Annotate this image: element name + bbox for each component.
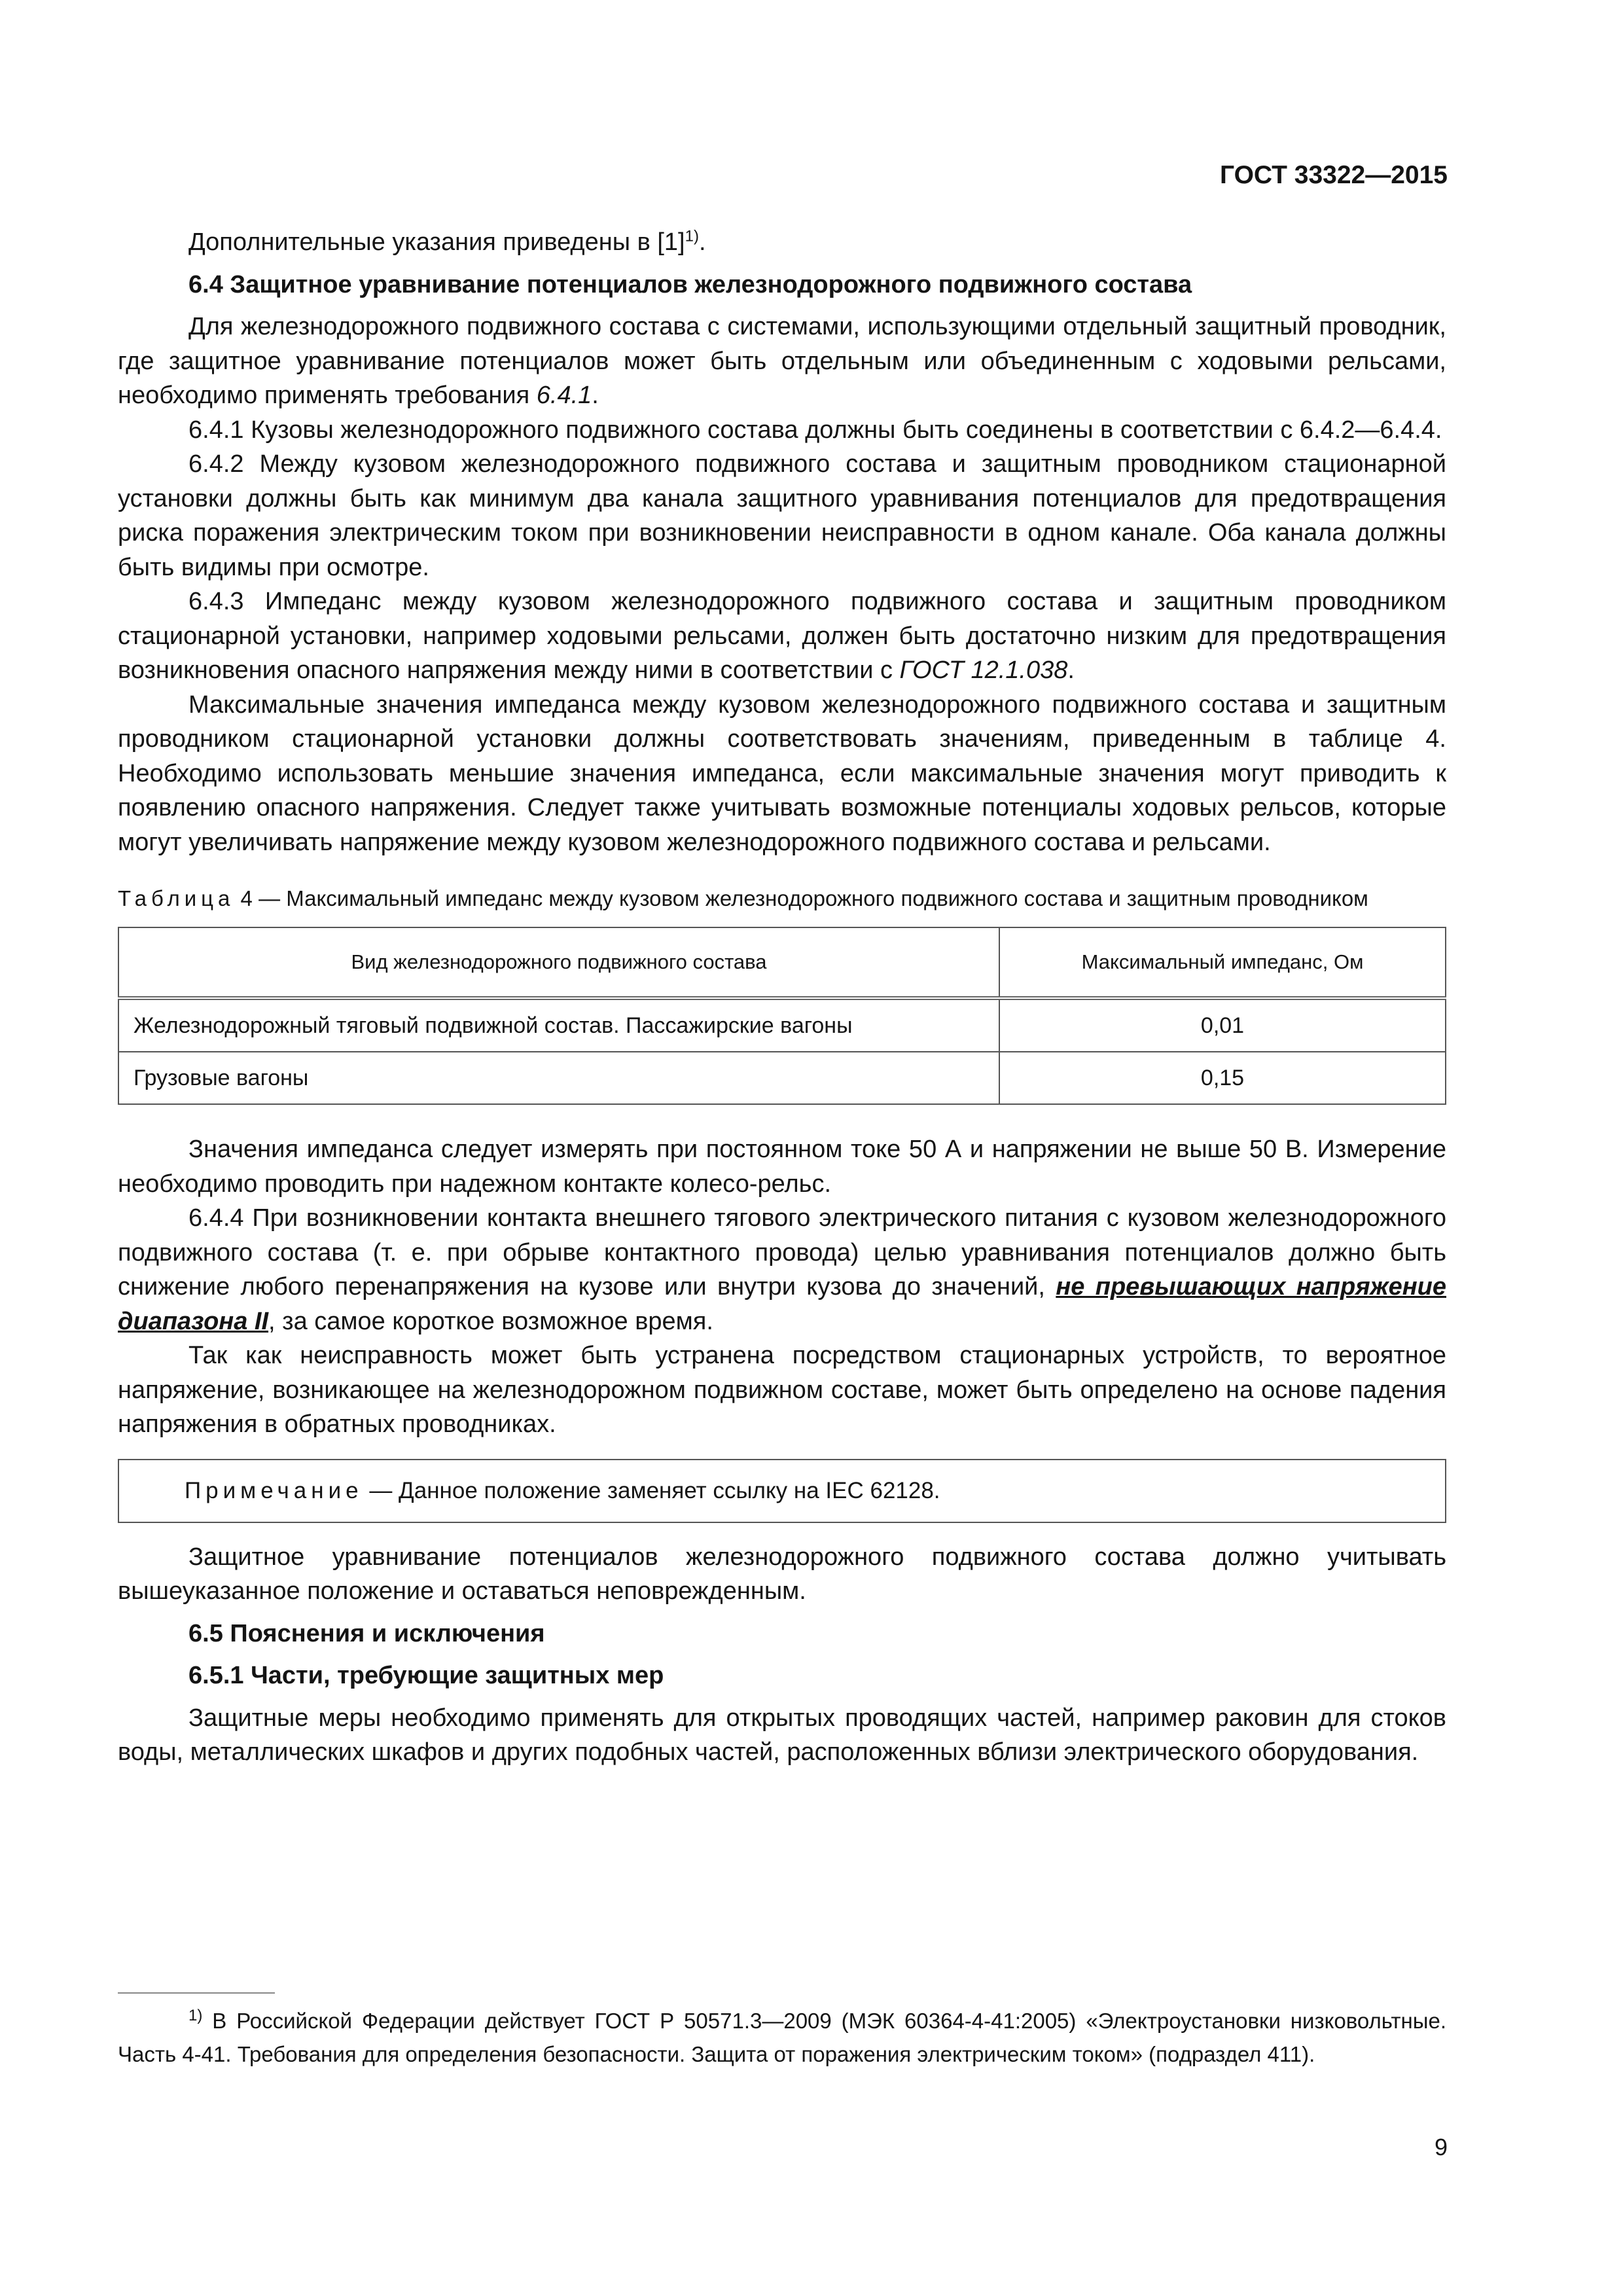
punct: . xyxy=(1067,656,1075,684)
table-cell: Грузовые вагоны xyxy=(118,1052,999,1104)
max-impedance-paragraph: Максимальные значения импеданса между кузовом железнодорожного подвижного состава и защитным проводником стационарной установки должны соответствовать значениям, приведенным в таблице 4. Необходимо использовать меньшие значения импеданса, если максимальные значения могут приводить к появлению опасного напряжения. Следует также учитывать возможные потенциалы ходовых рельсов, которые могут увеличивать напряжение между кузовом железнодорожного подвижного состава и рельсами. xyxy=(118,691,1446,856)
punct: . xyxy=(592,382,599,409)
note-box xyxy=(118,1459,1446,1523)
intro-text: Дополнительные указания приведены в [1] xyxy=(188,228,685,256)
table-4-caption xyxy=(118,886,1446,911)
table-cell: Железнодорожный тяговый подвижной состав. Пассажирские вагоны xyxy=(118,998,999,1052)
body-column xyxy=(118,225,1446,1770)
table-caption-text: 4 — Максимальный импеданс между кузовом железнодорожного подвижного состава и защитным проводником xyxy=(234,886,1368,910)
section-6-5-1-heading: 6.5.1 Части, требующие защитных мер xyxy=(188,1662,664,1689)
impedance-table xyxy=(118,927,1446,1105)
section-6-5-heading: 6.5 Пояснения и исключения xyxy=(188,1619,545,1647)
section-6-4-paragraph xyxy=(118,310,1446,413)
footnote xyxy=(118,2004,1446,2071)
table-header-cell: Максимальный импеданс, Ом xyxy=(999,927,1446,998)
table-header-cell: Вид железнодорожного подвижного состава xyxy=(118,927,999,998)
intro-end: . xyxy=(698,228,706,256)
document-header: ГОСТ 33322—2015 xyxy=(1220,161,1448,189)
clause-6-4-4-text: 6.4.4 При возникновении контакта внешнего тягового электрического питания с кузовом железнодорожного подвижного состава (т. е. при обрыве контактного провода) целью уравнивания потенциалов должно быть снижение любого перенапряжения на кузове или внутри кузова до значений, xyxy=(118,1204,1446,1300)
section-6-4-text: Для железнодорожного подвижного состава с системами, использующими отдельный защитный проводник, где защитное уравнивание потенциалов может быть отдельным или объединенным с ходовыми рельсами, необходимо применять требования xyxy=(118,313,1446,409)
intro-paragraph xyxy=(118,225,1446,260)
clause-6-4-2: 6.4.2 Между кузовом железнодорожного подвижного состава и защитным проводником стационарной установки должны быть как минимум два канала защитного уравнивания потенциалов для предотвращения риска поражения электрическим током при возникновении неисправности в одном канале. Оба канала должны быть видимы при осмотре. xyxy=(118,450,1446,581)
section-6-4-heading: 6.4 Защитное уравнивание потенциалов железнодорожного подвижного состава xyxy=(188,270,1192,298)
emphasized-text: не превышающих напряжение диапазона II xyxy=(118,1273,1446,1335)
table-cell: 0,15 xyxy=(999,1052,1446,1104)
clause-6-4-4 xyxy=(118,1201,1446,1338)
clause-6-4-3-text: 6.4.3 Импеданс между кузовом железнодорожного подвижного состава и защитным проводником стационарной установки, например ходовыми рельсами, должен быть достаточно низким для предотвращения возникновения опасного напряжения между ними в соответствии с xyxy=(118,588,1446,684)
gost-reference: ГОСТ 12.1.038 xyxy=(899,656,1068,684)
fault-paragraph: Так как неисправность может быть устранена посредством стационарных устройств, то вероятное напряжение, возникающее на железнодорожном подвижном составе, может быть определено на основе падения напряжения в обратных проводниках. xyxy=(118,1342,1446,1438)
table-header-row xyxy=(118,927,1446,998)
equalization-paragraph: Защитное уравнивание потенциалов железнодорожного подвижного состава должно учитывать вышеуказанное положение и оставаться неповрежденным. xyxy=(118,1543,1446,1605)
cross-ref-6-4-1: 6.4.1 xyxy=(536,382,592,409)
note-label: Примечание xyxy=(185,1477,363,1503)
footnote-text: В Российской Федерации действует ГОСТ Р 50571.3—2009 (МЭК 60364-4-41:2005) «Электроустановки низковольтные. Часть 4-41. Требования для определения безопасности. Защита от поражения электрическим током» (подраздел 411). xyxy=(118,2009,1446,2066)
table-row xyxy=(118,998,1446,1052)
clause-6-4-4-end: , за самое короткое возможное время. xyxy=(268,1307,713,1335)
note-text: — Данное положение заменяет ссылку на IEC 62128. xyxy=(363,1477,940,1503)
section-6-5-1-paragraph: Защитные меры необходимо применять для открытых проводящих частей, например раковин для стоков воды, металлических шкафов и других подобных частей, расположенных вблизи электрического оборудования. xyxy=(118,1704,1446,1766)
table-caption-label: Таблица xyxy=(118,886,235,910)
table-cell: 0,01 xyxy=(999,998,1446,1052)
clause-6-4-1: 6.4.1 Кузовы железнодорожного подвижного состава должны быть соединены в соответствии с 6.4.2—6.4.4. xyxy=(188,416,1442,444)
clause-6-4-3 xyxy=(118,584,1446,688)
measurement-paragraph: Значения импеданса следует измерять при постоянном токе 50 А и напряжении не выше 50 В. Измерение необходимо проводить при надежном контакте колесо-рельс. xyxy=(118,1136,1446,1198)
page-number: 9 xyxy=(1434,2134,1448,2161)
footnote-ref: 1) xyxy=(685,227,699,245)
table-row xyxy=(118,1052,1446,1104)
footnote-mark: 1) xyxy=(188,2007,203,2024)
footnote-separator xyxy=(118,1992,275,1994)
